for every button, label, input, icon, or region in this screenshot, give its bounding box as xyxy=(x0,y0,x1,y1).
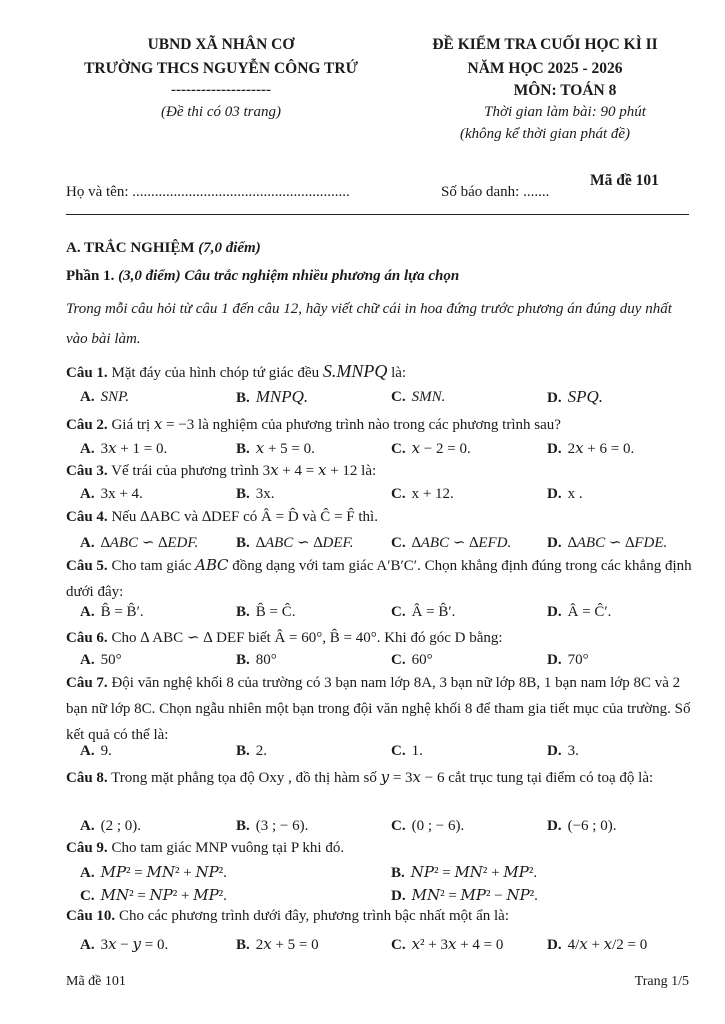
q3-option-b: B. 3x. xyxy=(236,486,275,502)
q5-option-d: D. Â = Ĉ′. xyxy=(547,604,612,620)
q2-option-b: B. 𝑥 + 5 = 0. xyxy=(236,441,315,457)
q2-option-c: C. 𝑥 − 2 = 0. xyxy=(391,441,471,457)
question-3: Câu 3. Vế trái của phương trình 3𝑥 + 4 = 𝑥 + 12 là: xyxy=(66,463,377,479)
header-rule xyxy=(66,214,689,215)
question-6: Câu 6. Cho ∆ ABC ∽ ∆ DEF biết Â = 60°, B̂ = 40°. Khi đó góc D bằng: xyxy=(66,630,503,646)
q8-option-c: C. (0 ; − 6). xyxy=(391,818,465,834)
q4-option-a: A. ∆ABC ∽ ∆EDF. xyxy=(80,535,199,551)
footer-exam-code: Mã đề 101 xyxy=(66,974,126,989)
q10-option-b: B. 2𝑥 + 5 = 0 xyxy=(236,937,319,953)
q4-option-d: D. ∆ABC ∽ ∆FDE. xyxy=(547,535,668,551)
q8-option-b: B. (3 ; − 6). xyxy=(236,818,309,834)
q2-option-a: A. 3𝑥 + 1 = 0. xyxy=(80,441,168,457)
section-title: A. TRẮC NGHIỆM (7,0 điểm) xyxy=(66,240,261,256)
q4-option-c: C. ∆ABC ∽ ∆EFD. xyxy=(391,535,512,551)
q3-option-d: D. x . xyxy=(547,486,583,502)
q1-option-c: C. SMN. xyxy=(391,389,446,405)
school-authority: UBND XÃ NHÂN CƠ xyxy=(147,36,295,53)
q9-option-a: A. 𝑀𝑃² = 𝑀𝑁² + 𝑁𝑃². xyxy=(80,865,227,881)
q5-option-c: C. Â = B̂′. xyxy=(391,604,456,620)
q8-option-d: D. (−6 ; 0). xyxy=(547,818,617,834)
time-note: (không kể thời gian phát đề) xyxy=(459,126,631,142)
question-10: Câu 10. Cho các phương trình dưới đây, phương trình bậc nhất một ẩn là: xyxy=(66,908,509,924)
q8-option-a: A. (2 ; 0). xyxy=(80,818,142,834)
q6-option-a: A. 50° xyxy=(80,652,122,668)
q9-option-b: B. 𝑁𝑃² = 𝑀𝑁² + 𝑀𝑃². xyxy=(391,865,538,881)
instruction: Trong mỗi câu hỏi từ câu 1 đến câu 12, hãy viết chữ cái in hoa đứng trước phương án đúng duy nhất vào bài làm. xyxy=(66,301,672,347)
q5-option-b: B. B̂ = Ĉ. xyxy=(236,604,296,620)
exam-title: ĐỀ KIỂM TRA CUỐI HỌC KÌ II xyxy=(432,36,658,53)
page-number: Trang 1/5 xyxy=(634,974,689,989)
q1-option-a: A. SNP. xyxy=(80,389,130,405)
q10-option-d: D. 4/𝑥 + 𝑥/2 = 0 xyxy=(547,937,648,953)
q3-option-c: C. x + 12. xyxy=(391,486,454,502)
q9-option-c: C. 𝑀𝑁² = 𝑁𝑃² + 𝑀𝑃². xyxy=(80,888,227,904)
q7-option-d: D. 3. xyxy=(547,743,579,759)
q7-option-b: B. 2. xyxy=(236,743,268,759)
part-heading: Phần 1. (3,0 điểm) Câu trắc nghiệm nhiều phương án lựa chọn xyxy=(66,268,460,284)
question-5: Câu 5. Cho tam giác 𝐴𝐵𝐶 đồng dạng với tam giác A′B′C′. Chọn khẳng định đúng trong các khẳng định dưới đây: xyxy=(66,558,692,600)
question-8: Câu 8. Trong mặt phẳng tọa độ Oxy , đồ thị hàm số 𝑦 = 3𝑥 − 6 cắt trục tung tại điểm có toạ độ là: xyxy=(66,770,654,786)
time-limit: Thời gian làm bài: 90 phút xyxy=(484,104,646,120)
q7-option-a: A. 9. xyxy=(80,743,112,759)
subject: MÔN: TOÁN 8 xyxy=(513,82,617,99)
q9-option-d: D. 𝑀𝑁² = 𝑀𝑃² − 𝑁𝑃². xyxy=(391,888,538,904)
q5-option-a: A. B̂ = B̂′. xyxy=(80,604,144,620)
q6-option-d: D. 70° xyxy=(547,652,589,668)
page-count-note: (Đề thi có 03 trang) xyxy=(161,104,281,120)
q10-option-a: A. 3𝑥 − 𝑦 = 0. xyxy=(80,937,169,953)
q4-option-b: B. ∆ABC ∽ ∆DEF. xyxy=(236,535,354,551)
question-9: Câu 9. Cho tam giác MNP vuông tại P khi đó. xyxy=(66,840,345,856)
exam-code: Mã đề 101 xyxy=(590,172,659,189)
student-id-field: Số báo danh: ....... xyxy=(441,184,550,200)
student-name-field: Họ và tên: .......................................................... xyxy=(66,184,350,200)
q3-option-a: A. 3x + 4. xyxy=(80,486,143,502)
q10-option-c: C. 𝑥² + 3𝑥 + 4 = 0 xyxy=(391,937,504,953)
school-year: NĂM HỌC 2025 - 2026 xyxy=(467,60,623,77)
question-2: Câu 2. Giá trị 𝑥 = −3 là nghiệm của phương trình nào trong các phương trình sau? xyxy=(66,417,561,433)
header-divider: -------------------- xyxy=(171,82,271,98)
question-4: Câu 4. Nếu ∆ABC và ∆DEF có Â = D̂ và Ĉ = F̂ thì. xyxy=(66,509,378,525)
q7-option-c: C. 1. xyxy=(391,743,423,759)
q2-option-d: D. 2𝑥 + 6 = 0. xyxy=(547,441,635,457)
q6-option-c: C. 60° xyxy=(391,652,433,668)
school-name: TRƯỜNG THCS NGUYỄN CÔNG TRỨ xyxy=(84,60,358,77)
question-7: Câu 7. Đội văn nghệ khối 8 của trường có 3 bạn nam lớp 8A, 3 bạn nữ lớp 8B, 1 bạn nam lớp 8C và 2 bạn nữ lớp 8C. Chọn ngẫu nhiên một bạn trong đội văn nghệ khối 8 để tham gia tiết mục của trường. Số kết quả có thể là: xyxy=(66,675,691,743)
q1-option-b: B. MNPQ. xyxy=(236,387,309,406)
q6-option-b: B. 80° xyxy=(236,652,277,668)
q1-option-d: D. SPQ. xyxy=(547,387,604,406)
question-1: Câu 1. Mặt đáy của hình chóp tứ giác đều S.MNPQ là: xyxy=(66,361,407,381)
